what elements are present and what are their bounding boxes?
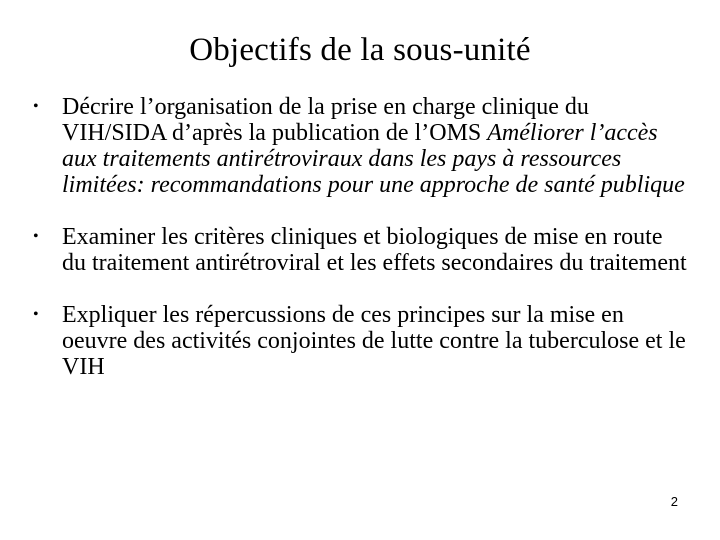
bullet-text-1: [62, 94, 685, 198]
bullet-item-3: [0, 302, 720, 380]
bullet-marker-icon: •: [33, 306, 39, 323]
bullet-marker-icon: •: [33, 228, 39, 245]
page-number: 2: [670, 494, 678, 509]
bullet-text-1-publication-title: Améliorer l’accès aux traitements antirétroviraux dans les pays à ressources limitées: recommandations pour une approche de santé publique: [62, 120, 685, 198]
bullet-item-2: [0, 224, 720, 276]
bullet-text-1-plain: Décrire l’organisation de la prise en charge clinique du VIH/SIDA d’après la publication de l’OMS: [62, 94, 589, 146]
bullet-item-1: [0, 94, 720, 198]
bullet-text-3-plain: Expliquer les répercussions de ces principes sur la mise en oeuvre des activités conjointes de lutte contre la tuberculose et le VIH: [62, 302, 686, 380]
bullet-text-3: [62, 302, 686, 380]
bullet-marker-icon: •: [33, 98, 39, 115]
bullet-text-2: [62, 224, 687, 276]
bullet-text-2-plain: Examiner les critères cliniques et biologiques de mise en route du traitement antirétroviral et les effets secondaires du traitement: [62, 224, 687, 276]
bullet-list: [0, 94, 720, 380]
slide-title: Objectifs de la sous-unité: [189, 32, 531, 68]
